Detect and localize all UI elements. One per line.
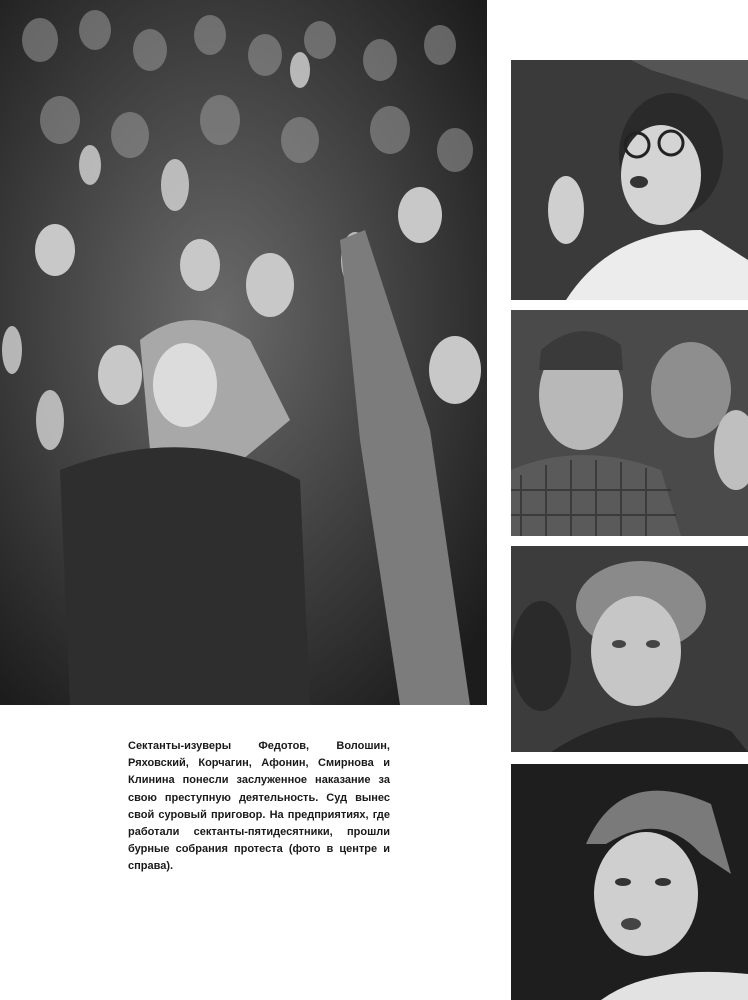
- crowd-voting-photo: [0, 0, 487, 705]
- curly-haired-woman-photo: [511, 546, 748, 752]
- man-in-plaid-shirt-photo: [511, 310, 748, 536]
- photo-caption: Сектанты-изуверы Федотов, Волошин, Ряховский, Корчагин, Афонин, Смирнова и Клинина понесли заслуженное наказание за свою преступную деятельность. Суд вынес свой суровый приговор. На предприятиях, где работали сектанты-пятидесятники, прошли бурные собрания протеста (фото в центре и справа).: [128, 740, 390, 873]
- woman-with-glasses-speaking-photo: [511, 60, 748, 300]
- woman-in-headscarf-speaking-photo: [511, 764, 748, 1000]
